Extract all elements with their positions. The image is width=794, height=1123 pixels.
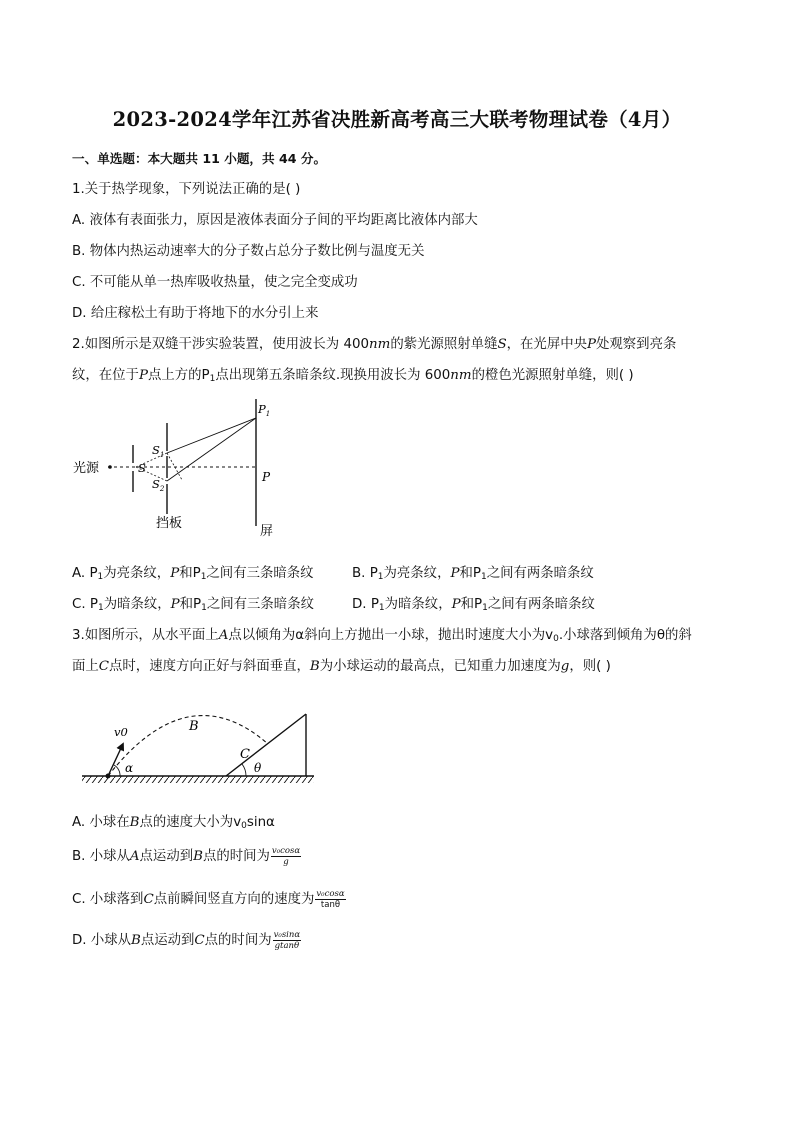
projectile-figure bbox=[78, 698, 324, 790]
q3-stem-line1: 3.如图所示，从水平面上A点以倾角为α斜向上方抛出一小球，抛出时速度大小为$v_0$.小球落到倾角为θ的斜 bbox=[72, 628, 692, 644]
section-heading: 一、单选题：本大题共 11 小题，共 44 分。 bbox=[72, 151, 327, 166]
label-theta: θ bbox=[254, 761, 262, 775]
q2-option-d: D. $P_1$为暗条纹，P和$P_1$之间有两条暗条纹 bbox=[352, 597, 595, 613]
label-alpha: α bbox=[125, 761, 134, 775]
label-baffle: 挡板 bbox=[156, 516, 183, 531]
ray-s2-p1 bbox=[167, 418, 256, 481]
label-s1: $S_1$ bbox=[152, 443, 165, 459]
q1-option-b: B. 物体内热运动速率大的分子数占总分子数比例与温度无关 bbox=[72, 244, 425, 259]
label-p: P bbox=[262, 470, 271, 484]
fraction-c: $\frac{\text{v₀cosα}}{\tan\theta}$ bbox=[316, 888, 345, 910]
q2-stem-line2: 纹，在位于P点上方的$P_1$点出现第五条暗条纹.现换用波长为 600nm的橙色光源照射单缝，则( ) bbox=[72, 368, 634, 384]
q1-stem: 1.关于热学现象，下列说法正确的是( ) bbox=[72, 182, 301, 197]
q1-option-c: C. 不可能从单一热库吸收热量，使之完全变成功 bbox=[72, 275, 358, 290]
q2-option-c: C. $P_1$为暗条纹，P和$P_1$之间有三条暗条纹 bbox=[72, 597, 314, 613]
ball-at-a bbox=[106, 774, 111, 779]
q2-stem-line1: 2.如图所示是双缝干涉实验装置，使用波长为 400nm的紫光源照射单缝S，在光屏中央P处观察到亮条 bbox=[72, 337, 677, 352]
label-p1: $P_1$ bbox=[258, 402, 271, 418]
q1-option-a: A. 液体有表面张力，原因是液体表面分子间的平均距离比液体内部大 bbox=[72, 213, 478, 228]
q2-option-b: B. $P_1$为亮条纹，P和$P_1$之间有两条暗条纹 bbox=[352, 566, 594, 582]
label-s2: $S_2$ bbox=[152, 477, 165, 493]
label-b: B bbox=[189, 719, 199, 734]
theta-arc bbox=[242, 764, 246, 776]
q1-option-d: D. 给庄稼松土有助于将地下的水分引上来 bbox=[72, 306, 319, 321]
label-light-source: 光源 bbox=[73, 461, 100, 476]
exam-title: 2023-2024学年江苏省决胜新高考高三大联考物理试卷（4月） bbox=[112, 108, 682, 131]
source-dot bbox=[108, 465, 112, 469]
label-screen: 屏 bbox=[260, 524, 274, 539]
alpha-arc bbox=[114, 765, 120, 776]
ray-arrow-1 bbox=[167, 436, 210, 453]
q3-option-d: D. 小球从B点运动到C点的时间为 $\frac{\text{v₀sinα}}{gtan\theta}$ bbox=[72, 929, 301, 951]
fraction-d: $\frac{\text{v₀sinα}}{gtan\theta}$ bbox=[273, 929, 301, 951]
fraction-b: $\frac{\text{v₀cosα}}{g}$ bbox=[271, 845, 301, 867]
q2-option-a: A. $P_1$为亮条纹，P和$P_1$之间有三条暗条纹 bbox=[72, 566, 314, 582]
q3-option-b: B. 小球从A点运动到B点的时间为 $\frac{\text{v₀cosα}}{g}$ bbox=[72, 845, 301, 867]
label-v0: v0 bbox=[114, 725, 128, 739]
label-c: C bbox=[240, 747, 250, 762]
q3-stem-line2: 面上C点时，速度方向正好与斜面垂直，B为小球运动的最高点，已知重力加速度为g，则( ) bbox=[72, 659, 611, 674]
incline-surface bbox=[226, 714, 306, 776]
q3-option-c: C. 小球落到C点前瞬间竖直方向的速度为 $\frac{\text{v₀cosα}}{\tan\theta}$ bbox=[72, 888, 345, 910]
double-slit-figure bbox=[70, 396, 290, 542]
ground-hatch bbox=[82, 776, 314, 783]
label-s: S bbox=[138, 461, 146, 475]
q3-option-a: A. 小球在B点的速度大小为$v_0\sin\alpha$ bbox=[72, 815, 275, 831]
